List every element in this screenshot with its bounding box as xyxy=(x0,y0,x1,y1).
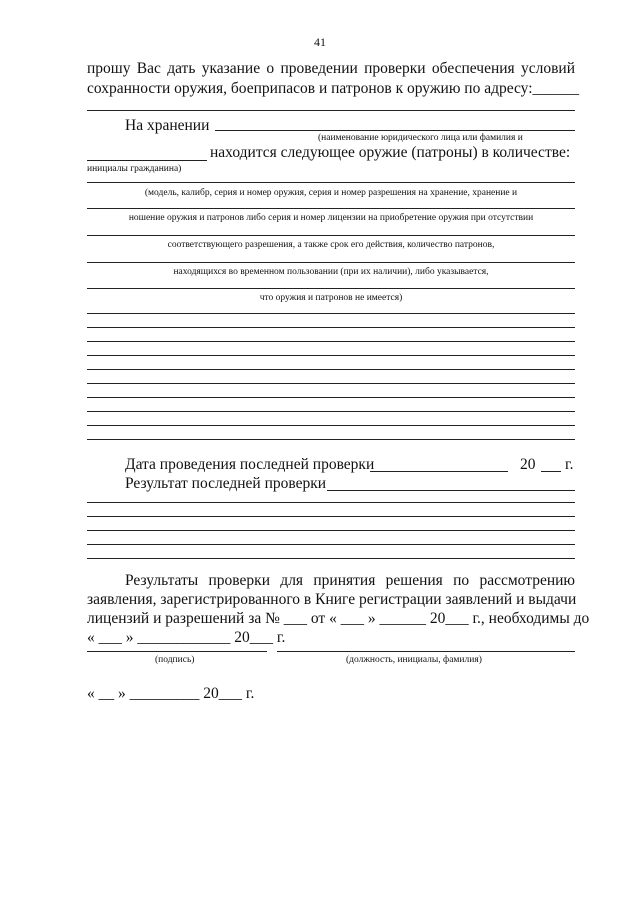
result-blank-line[interactable] xyxy=(87,558,575,559)
blank-line[interactable] xyxy=(87,411,575,412)
position-caption: (должность, инициалы, фамилия) xyxy=(346,655,482,665)
weapon-caption: (модель, калибр, серия и номер оружия, серия и номер разрешения на хранение, хранение и xyxy=(144,188,518,198)
weapon-line[interactable] xyxy=(87,182,575,183)
blank-line[interactable] xyxy=(87,397,575,398)
signature-line[interactable] xyxy=(87,651,267,652)
storage-name-line-2[interactable] xyxy=(87,160,207,161)
last-check-year-line[interactable] xyxy=(541,471,561,472)
result-blank-line[interactable] xyxy=(87,544,575,545)
position-line[interactable] xyxy=(277,651,575,652)
blank-line[interactable] xyxy=(87,439,575,440)
result-blank-line[interactable] xyxy=(87,502,575,503)
storage-name-line[interactable] xyxy=(215,130,575,131)
signature-caption: (подпись) xyxy=(155,655,195,665)
weapon-line[interactable] xyxy=(87,208,575,209)
page-number: 41 xyxy=(314,35,326,49)
results-line-3: лицензий и разрешений за № ___ от « ___ » ______ 20___ г., необходимы до xyxy=(87,610,590,627)
last-check-date-line[interactable] xyxy=(370,471,508,472)
last-check-year-suffix: г. xyxy=(565,456,574,473)
blank-line[interactable] xyxy=(87,369,575,370)
weapon-caption: соответствующего разрешения, а также срок его действия, количество патронов, xyxy=(167,240,495,250)
last-check-result-label: Результат последней проверки xyxy=(125,475,327,492)
weapon-line[interactable] xyxy=(87,235,575,236)
sign-date: « __ » _________ 20___ г. xyxy=(87,685,255,702)
weapon-caption: находящихся во временном пользовании (при их наличии), либо указывается, xyxy=(173,267,489,277)
weapon-caption: ношение оружия и патронов либо серия и номер лицензии на приобретение оружия при отсутствии xyxy=(128,213,534,223)
blank-line[interactable] xyxy=(87,383,575,384)
blank-line[interactable] xyxy=(87,327,575,328)
weapon-line[interactable] xyxy=(87,262,575,263)
last-check-date-label: Дата проведения последней проверки xyxy=(125,456,375,473)
intro-line-2: сохранности оружия, боеприпасов и патронов к оружию по адресу:______ xyxy=(87,80,580,97)
results-line-1: Результаты проверки для принятия решения по рассмотрению xyxy=(125,572,575,589)
storage-label: На хранении xyxy=(125,117,210,134)
blank-line[interactable] xyxy=(87,313,575,314)
last-check-result-line[interactable] xyxy=(327,490,575,491)
has-weapons-text: находится следующее оружие (патроны) в количестве: xyxy=(210,144,571,161)
storage-caption-2: инициалы гражданина) xyxy=(87,164,182,174)
last-check-year-prefix: 20 xyxy=(520,456,536,473)
blank-line[interactable] xyxy=(87,425,575,426)
result-blank-line[interactable] xyxy=(87,530,575,531)
result-blank-line[interactable] xyxy=(87,516,575,517)
weapon-caption: что оружия и патронов не имеется) xyxy=(259,293,403,303)
intro-line-1: прошу Вас дать указание о проведении проверки обеспечения условий xyxy=(87,60,575,77)
weapon-line[interactable] xyxy=(87,288,575,289)
results-line-4: « ___ » ____________ 20___ г. xyxy=(87,629,286,646)
blank-line[interactable] xyxy=(87,341,575,342)
storage-caption-1: (наименование юридического лица или фамилия и xyxy=(318,133,523,143)
blank-line[interactable] xyxy=(87,355,575,356)
results-line-2: заявления, зарегистрированного в Книге регистрации заявлений и выдачи xyxy=(87,591,577,608)
address-line[interactable] xyxy=(87,110,575,111)
